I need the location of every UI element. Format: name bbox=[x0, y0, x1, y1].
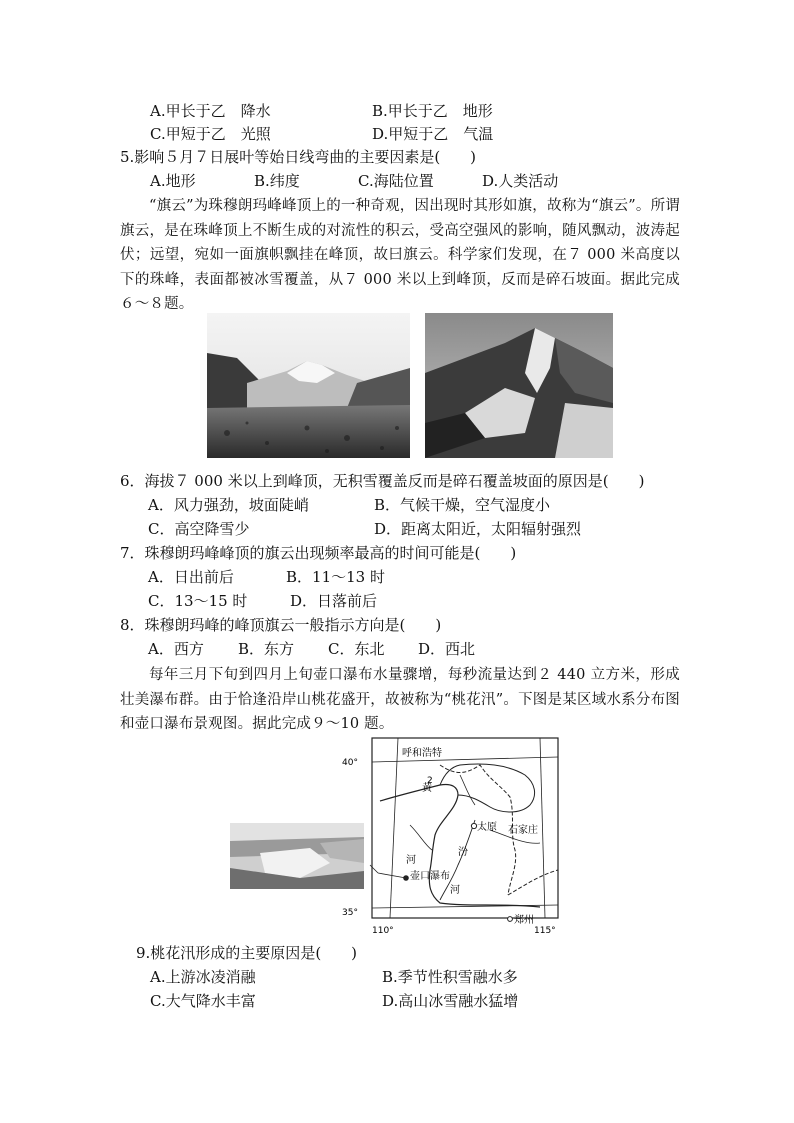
q6-option-b: B．气候干燥，空气湿度小 bbox=[374, 496, 551, 514]
q9-option-c: C.大气降水丰富 bbox=[150, 992, 256, 1010]
map-river-fen: 汾 bbox=[458, 847, 468, 858]
map-city-hohhot: 呼和浩特 bbox=[402, 748, 442, 759]
q9-stem: 9.桃花汛形成的主要原因是( ) bbox=[136, 944, 358, 962]
q9-option-d: D.高山冰雪融水猛增 bbox=[382, 992, 519, 1010]
map-falls-label: 壶口瀑布 bbox=[410, 871, 450, 882]
q6-option-d: D．距离太阳近，太阳辐射强烈 bbox=[374, 520, 582, 538]
q4-option-a: A.甲长于乙 降水 bbox=[150, 102, 271, 120]
q6-stem: 6．海拔７ 000 米以上到峰顶，无积雪覆盖反而是碎石覆盖坡面的原因是( ) bbox=[120, 472, 645, 490]
map-river-he2: 河 bbox=[450, 885, 460, 896]
q8-option-b: B．东方 bbox=[238, 640, 295, 658]
q5-option-a: A.地形 bbox=[150, 172, 196, 190]
passage-flag-cloud: “旗云”为珠穆朗玛峰峰顶上的一种奇观，因出现时其形如旗，故称为“旗云”。所谓旗云，是在珠峰顶上不断生成的对流性的积云，受高空强风的影响，随风飘动，波涛起伏；远望，宛如一面旗帜飘挂在峰顶，故曰旗云。科学家们发现，在７ 000 米高度以下的珠峰，表面都被冰雪覆盖，从７ 000 米以上到峰顶，反而是碎石坡面。据此完成６～８题。 bbox=[120, 198, 680, 312]
q4-option-d: D.甲短于乙 气温 bbox=[372, 125, 494, 143]
map-lat-bottom-label: 35° bbox=[342, 908, 358, 918]
map-lon-left-label: 110° bbox=[372, 926, 394, 935]
q9-option-a: A.上游冰凌消融 bbox=[150, 968, 256, 986]
q6-option-c: C．高空降雪少 bbox=[148, 520, 250, 538]
q8-option-d: D．西北 bbox=[418, 640, 476, 658]
q8-option-c: C．东北 bbox=[328, 640, 385, 658]
q7-option-b: B．11～13 时 bbox=[286, 568, 385, 586]
map-river-huang: 黄 bbox=[422, 783, 432, 794]
q4-option-b: B.甲长于乙 地形 bbox=[372, 102, 493, 120]
everest-valley-photo bbox=[207, 313, 410, 458]
passage-peach-flood: 每年三月下旬到四月上旬壶口瀑布水量骤增，每秒流量达到２ 440 立方米，形成壮美瀑布群。由于恰逢沿岸山桃花盛开，故被称为“桃花汛”。下图是某区域水系分布图和壶口瀑布景观图。据此完成９～10 题。 bbox=[120, 667, 680, 732]
map-city-shijiazhuang: 石家庄 bbox=[508, 825, 538, 836]
q7-option-a: A．日出前后 bbox=[148, 568, 234, 586]
map-city-zhengzhou: 郑州 bbox=[514, 915, 534, 926]
q7-option-d: D．日落前后 bbox=[290, 592, 378, 610]
q5-option-c: C.海陆位置 bbox=[358, 172, 434, 190]
map-river-he1: 河 bbox=[406, 855, 416, 866]
q8-option-a: A．西方 bbox=[148, 640, 204, 658]
map-lat-top-label: 40° bbox=[342, 758, 358, 768]
everest-peak-photo bbox=[425, 313, 613, 458]
map-lon-right-label: 115° bbox=[534, 926, 556, 935]
q9-option-b: B.季节性积雪融水多 bbox=[382, 968, 518, 986]
q5-option-b: B.纬度 bbox=[254, 172, 300, 190]
map-label-2: 2 bbox=[427, 776, 433, 786]
q5-stem: 5.影响５月７日展叶等始日线弯曲的主要因素是( ) bbox=[120, 148, 477, 166]
q5-option-d: D.人类活动 bbox=[482, 172, 559, 190]
q4-option-c: C.甲短于乙 光照 bbox=[150, 125, 271, 143]
river-system-map bbox=[340, 735, 572, 935]
map-city-taiyuan: 太原 bbox=[477, 822, 497, 833]
q7-option-c: C．13～15 时 bbox=[148, 592, 248, 610]
q8-stem: 8．珠穆朗玛峰的峰顶旗云一般指示方向是( ) bbox=[120, 616, 442, 634]
q6-option-a: A．风力强劲，坡面陡峭 bbox=[148, 496, 309, 514]
q7-stem: 7．珠穆朗玛峰峰顶的旗云出现频率最高的时间可能是( ) bbox=[120, 544, 517, 562]
